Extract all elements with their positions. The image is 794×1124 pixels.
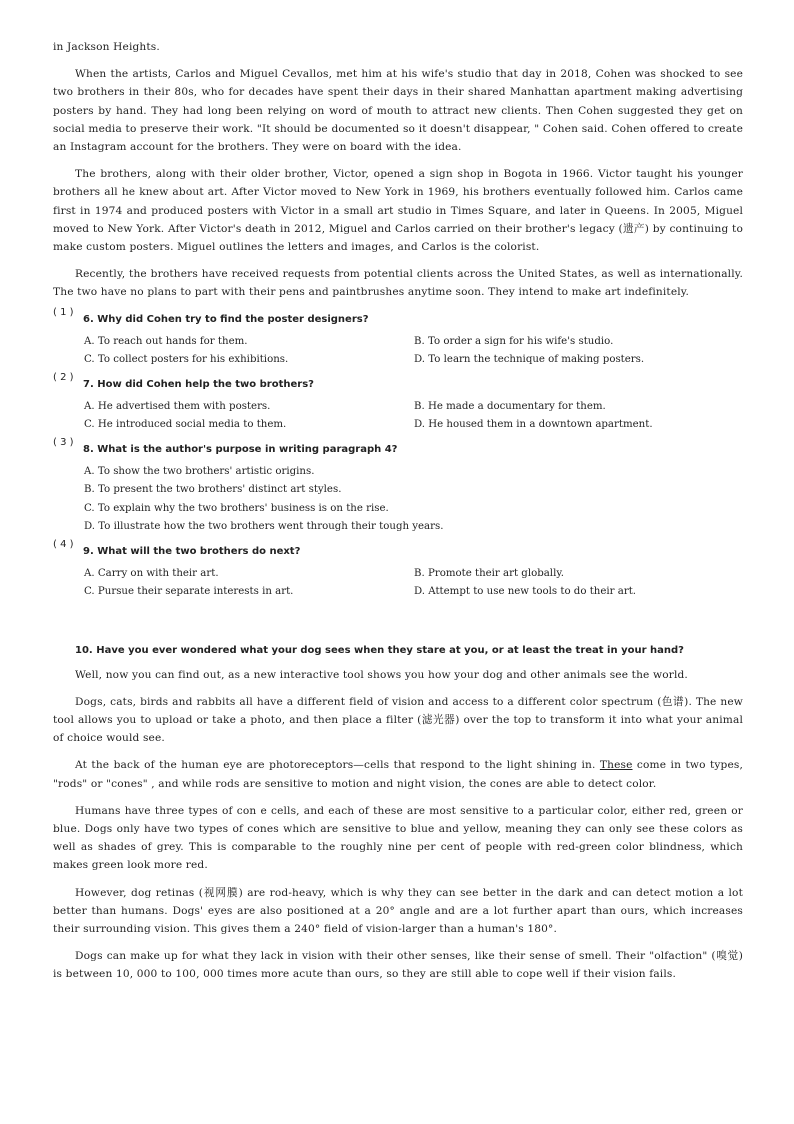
- option-b[interactable]: B. Promote their art globally.: [414, 567, 564, 579]
- option-d[interactable]: D. To learn the technique of making posters.: [414, 354, 645, 366]
- question-number: ( 1 ): [53, 306, 74, 318]
- question-6-options: [84, 333, 743, 370]
- question-text: 9. What will the two brothers do next?: [83, 545, 301, 557]
- option-d[interactable]: D. Attempt to use new tools to do their art.: [414, 586, 637, 598]
- passage2-paragraph-1: Well, now you can find out, as a new interactive tool shows you how your dog and other animals see the world.: [75, 668, 688, 681]
- passage1-paragraph-2: When the artists, Carlos and Miguel Cevallos, met him at his wife's studio that day in 2018, Cohen was shocked to see two brothers in their 80s, who for decades have spent their days in their shared Manhattan apartment making advertising posters by hand. They had long been relying on word of mouth to attract new clients. Then Cohen suggested they get on social media to preserve their work. "It should be documented so it doesn't disappear, " Cohen said. Cohen offered to create an Instagram account for the brothers. They were on board with the idea.: [53, 68, 743, 154]
- question-8-options: [84, 463, 743, 537]
- option-a[interactable]: A. To show the two brothers' artistic origins.: [84, 465, 315, 477]
- option-d[interactable]: D. He housed them in a downtown apartment.: [414, 419, 653, 431]
- passage2-paragraph-6: Dogs can make up for what they lack in vision with their other senses, like their sense of smell. Their "olfaction" (嗅觉) is between 10, 000 to 100, 000 times more acute than ours, so they are still able to cope well if their vision fails.: [53, 950, 743, 981]
- option-a[interactable]: A. He advertised them with posters.: [84, 400, 271, 412]
- document-page: [53, 38, 743, 993]
- paragraph-3-text-after: come in two types, "rods" or "cones" , and while rods are sensitive to motion and night vision, the cones are able to detect color.: [53, 759, 743, 790]
- question-8: [53, 436, 743, 459]
- question-number: ( 3 ): [53, 436, 74, 448]
- question-6: [53, 306, 743, 329]
- option-b[interactable]: B. He made a documentary for them.: [414, 400, 606, 412]
- passage2-paragraph-4: Humans have three types of con e cells, and each of these are most sensitive to a particular color, either red, green or blue. Dogs only have two types of cones which are sensitive to blue and yellow, meaning they can only see these colors as well as shades of grey. This is comparable to the roughly nine per cent of people with red-green color blindness, which makes green look more red.: [53, 804, 743, 872]
- option-d[interactable]: D. To illustrate how the two brothers went through their tough years.: [84, 521, 444, 533]
- option-c[interactable]: C. To collect posters for his exhibitions.: [84, 354, 289, 366]
- question-number: ( 2 ): [53, 371, 74, 383]
- option-b[interactable]: B. To order a sign for his wife's studio.: [414, 335, 614, 347]
- question-text: 7. How did Cohen help the two brothers?: [83, 378, 314, 390]
- option-a[interactable]: A. Carry on with their art.: [84, 567, 219, 579]
- question-7-options: [84, 398, 743, 435]
- question-number: ( 4 ): [53, 538, 74, 550]
- question-text: 6. Why did Cohen try to find the poster designers?: [83, 313, 369, 325]
- paragraph-3-text-before: At the back of the human eye are photoreceptors—cells that respond to the light shining in.: [75, 759, 600, 772]
- passage2-title: 10. Have you ever wondered what your dog sees when they stare at you, or at least the treat in your hand?: [75, 644, 684, 656]
- question-9: [53, 538, 743, 561]
- passage2-paragraph-3: [53, 756, 743, 792]
- top-fragment: in Jackson Heights.: [53, 41, 160, 53]
- option-c[interactable]: C. Pursue their separate interests in art.: [84, 586, 294, 598]
- passage1-paragraph-3: The brothers, along with their older brother, Victor, opened a sign shop in Bogota in 1966. Victor taught his younger brothers all he knew about art. After Victor moved to New York in 1969, his brothers eventually followed him. Carlos came first in 1974 and produced posters with Victor in a small art studio in Times Square, and later in Queens. In 2005, Miguel moved to New York. After Victor's death in 2012, Miguel and Carlos carried on their brother's legacy (遗产) by continuing to make custom posters. Miguel outlines the letters and images, and Carlos is the colorist.: [53, 168, 743, 254]
- option-c[interactable]: C. To explain why the two brothers' business is on the rise.: [84, 502, 389, 514]
- option-a[interactable]: A. To reach out hands for them.: [84, 335, 248, 347]
- question-9-options: [84, 565, 743, 602]
- question-text: 8. What is the author's purpose in writing paragraph 4?: [83, 443, 398, 455]
- passage2-paragraph-5: However, dog retinas (视网膜) are rod-heavy, which is why they can see better in the dark and can detect motion a lot better than humans. Dogs' eyes are also positioned at a 20° angle and are a lot further apart than ours, which increases their surrounding vision. This gives them a 240° field of vision-larger than a human's 180°.: [53, 886, 743, 936]
- option-c[interactable]: C. He introduced social media to them.: [84, 419, 287, 431]
- underlined-word-these: These: [599, 759, 633, 772]
- passage1-paragraph-4: Recently, the brothers have received requests from potential clients across the United States, as well as internationally. The two have no plans to part with their pens and paintbrushes anytime soon. They intend to make art indefinitely.: [53, 268, 743, 299]
- question-7: [53, 371, 743, 394]
- passage2-paragraph-2: Dogs, cats, birds and rabbits all have a different field of vision and access to a different color spectrum (色谱). The new tool allows you to upload or take a photo, and then place a filter (滤光器) over the top to transform it into what your animal of choice would see.: [53, 695, 743, 745]
- option-b[interactable]: B. To present the two brothers' distinct art styles.: [84, 484, 342, 496]
